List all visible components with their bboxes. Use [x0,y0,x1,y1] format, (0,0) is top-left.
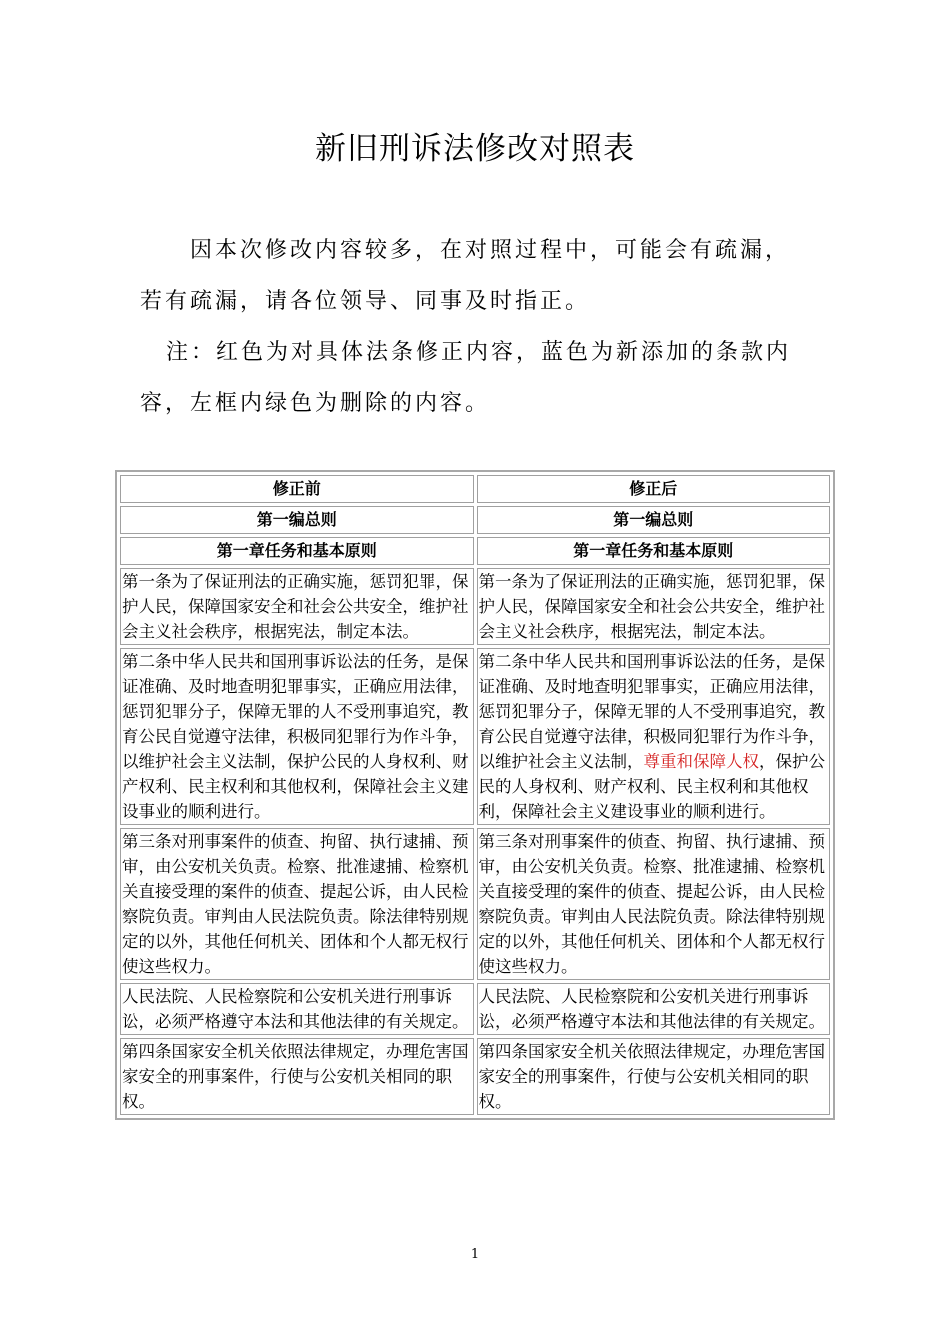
chapter-heading-before: 第一章任务和基本原则 [120,537,474,565]
document-title: 新旧刑诉法修改对照表 [315,131,635,167]
chapter-heading-row [120,537,830,565]
article-3-before: 第三条对刑事案件的侦查、拘留、执行逮捕、预审，由公安机关负责。检察、批准逮捕、检察机关直接受理的案件的侦查、提起公诉，由人民检察院负责。审判由人民法院负责。除法律特别规定的以外，其他任何机关、团体和个人都无权行使这些权力。 [120,828,474,980]
legend-note: 注：红色为对具体法条修正内容，蓝色为新添加的条款内容，左框内绿色为删除的内容。 [140,340,792,416]
table-header-row [120,475,830,503]
revised-text: 尊重和保障人权 [643,752,759,771]
article-4-before: 第四条国家安全机关依照法律规定，办理危害国家安全的刑事案件，行使与公安机关相同的职权。 [120,1038,474,1115]
page-number: 1 [470,1247,480,1262]
article-2-after-text-2: ，保护公民的人身权利、财产权利、民主权利和其他权利，保障社会主义建设事业的顺利进行。 [478,752,825,821]
comparison-table [115,470,835,1120]
article-1-after: 第一条为了保证刑法的正确实施，惩罚犯罪，保护人民，保障国家安全和社会公共安全，维护社会主义社会秩序，根据宪法，制定本法。 [477,568,831,645]
article-3-after: 第三条对刑事案件的侦查、拘留、执行逮捕、预审，由公安机关负责。检察、批准逮捕、检察机关直接受理的案件的侦查、提起公诉，由人民检察院负责。审判由人民法院负责。除法律特别规定的以外，其他任何机关、团体和个人都无权行使这些权力。 [477,828,831,980]
table-row [120,828,830,980]
part-heading-before: 第一编总则 [120,506,474,534]
header-after: 修正后 [477,475,831,503]
header-before: 修正前 [120,475,474,503]
article-2-after [477,648,831,825]
article-4-after: 第四条国家安全机关依照法律规定，办理危害国家安全的刑事案件，行使与公安机关相同的职权。 [477,1038,831,1115]
intro-paragraph: 因本次修改内容较多，在对照过程中，可能会有疏漏，若有疏漏，请各位领导、同事及时指正。 [140,238,791,314]
article-2-before: 第二条中华人民共和国刑事诉讼法的任务，是保证准确、及时地查明犯罪事实，正确应用法律，惩罚犯罪分子，保障无罪的人不受刑事追究，教育公民自觉遵守法律，积极同犯罪行为作斗争，以维护社会主义法制，保护公民的人身权利、财产权利、民主权利和其他权利，保障社会主义建设事业的顺利进行。 [120,648,474,825]
article-3-para2-before: 人民法院、人民检察院和公安机关进行刑事诉讼，必须严格遵守本法和其他法律的有关规定。 [120,983,474,1035]
article-2-after-text-1: 第二条中华人民共和国刑事诉讼法的任务，是保证准确、及时地查明犯罪事实，正确应用法律，惩罚犯罪分子，保障无罪的人不受刑事追究，教育公民自觉遵守法律，积极同犯罪行为作斗争，以维护社会主义法制， [478,652,825,771]
part-heading-after: 第一编总则 [477,506,831,534]
article-1-before: 第一条为了保证刑法的正确实施，惩罚犯罪，保护人民，保障国家安全和社会公共安全，维护社会主义社会秩序，根据宪法，制定本法。 [120,568,474,645]
table-row [120,568,830,645]
part-heading-row [120,506,830,534]
table-row [120,1038,830,1115]
chapter-heading-after: 第一章任务和基本原则 [477,537,831,565]
table-row [120,983,830,1035]
article-3-para2-after: 人民法院、人民检察院和公安机关进行刑事诉讼，必须严格遵守本法和其他法律的有关规定。 [477,983,831,1035]
table-row [120,648,830,825]
